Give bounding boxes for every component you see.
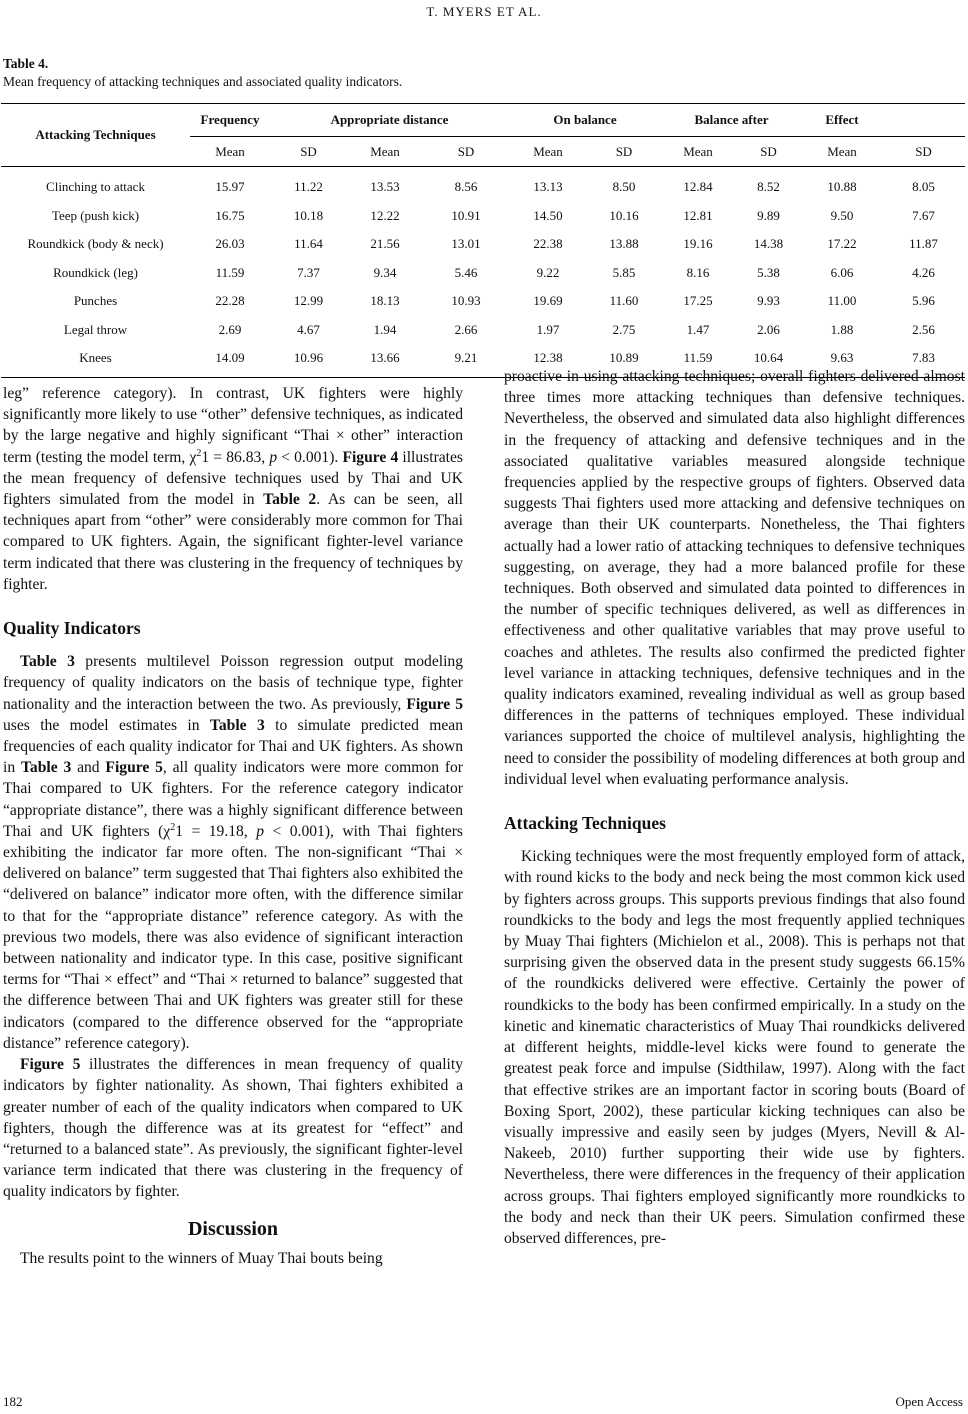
- table-cell: 12.81: [683, 207, 713, 223]
- table-cell: 13.88: [609, 236, 639, 252]
- table-cell: 8.52: [757, 179, 780, 195]
- table-cell: 10.96: [293, 350, 324, 366]
- subheader: SD: [735, 137, 802, 167]
- table-cell: 8.05: [912, 179, 935, 195]
- table-cell: 7.83: [912, 350, 935, 366]
- subheader: Mean: [661, 137, 735, 167]
- table-row: [1, 316, 965, 345]
- table-cell: 22.38: [533, 236, 563, 252]
- table-cell: 9.63: [830, 350, 854, 366]
- table-cell: 10.18: [293, 207, 324, 223]
- table-cell: 9.93: [757, 293, 780, 309]
- table-cell: 9.21: [454, 350, 478, 366]
- table-cell: 10.89: [609, 350, 639, 366]
- technique-name: Roundkick (body & neck): [27, 236, 164, 252]
- figure-ref: Figure 5: [105, 759, 163, 777]
- table-cell: 10.93: [451, 293, 481, 309]
- table-cell: 8.56: [454, 179, 478, 195]
- table-cell: 2.66: [454, 321, 478, 337]
- table-cell: 12.99: [293, 293, 324, 309]
- technique-name: Roundkick (leg): [53, 264, 138, 280]
- table-cell: 10.88: [827, 179, 857, 195]
- table-cell: 1.94: [373, 321, 397, 337]
- group-header: On balance: [553, 112, 617, 127]
- table-cell: 13.13: [533, 179, 563, 195]
- table-row: [1, 287, 965, 316]
- table-cell: 2.75: [612, 321, 636, 337]
- table-cell: 14.38: [753, 236, 784, 252]
- figure-ref: Figure 5: [20, 1056, 81, 1074]
- table-cell: 18.13: [370, 293, 400, 309]
- table-cell: 7.37: [297, 264, 320, 280]
- table-cell: 15.97: [215, 179, 245, 195]
- subheader: Mean: [347, 137, 423, 167]
- table-cell: 11.59: [215, 264, 245, 280]
- table-ref: Table 3: [209, 716, 265, 734]
- row-header: Attacking Techniques: [35, 127, 156, 142]
- table-cell: 2.06: [757, 321, 780, 337]
- publisher-label: Open Access: [895, 1394, 963, 1409]
- table-cell: 9.50: [830, 207, 854, 223]
- table-cell: 10.64: [753, 350, 784, 366]
- table-cell: 17.22: [827, 236, 857, 252]
- technique-name: Legal throw: [63, 321, 128, 337]
- table-ref: Table 3: [20, 759, 72, 777]
- table-cell: 11.64: [294, 236, 323, 252]
- subheader: Mean: [509, 137, 587, 167]
- subheader: Mean: [802, 137, 882, 167]
- table-cell: 6.06: [830, 264, 854, 280]
- paragraph: proactive in using attacking techniques; overall fighters delivered almost three times more attacking techniques than defensive techniques. Nevertheless, the observed and simulated data also highlight differences in the frequency of attacking and defensive techniques and in the associated qualitative variables measured alongside technique frequencies applied by the respective groups of fighters. Observed data suggests Thai fighters used more attacking and defensive techniques on average than their UK counterparts. Nonetheless, the Thai fighters actually had a lower ratio of attacking techniques to defensive techniques suggesting, on average, they had a more balanced profile for these techniques. Both observed and simulated data pointed to differences in the number of specific techniques delivered, as well as differences in effectiveness and other qualitative variables that may prove useful to coaches and athletes. The results also confirmed the predicted fighter level variance in attacking techniques, defensive techniques and in the quality indicators examined, revealing individual as well as group based differences in the patterns of techniques employed. These individual variances supported the choice of multilevel analysis, highlighting the need to consider the possibility of modeling differences at both group and individual level when evaluating performance analysis.: [504, 368, 965, 788]
- table-cell: 8.50: [612, 179, 636, 195]
- technique-name: Knees: [79, 350, 112, 366]
- table-cell: 4.26: [912, 264, 935, 280]
- table-cell: 16.75: [215, 207, 245, 223]
- group-header: Appropriate distance: [330, 112, 449, 127]
- group-header: Frequency: [200, 112, 260, 127]
- paragraph: Kicking techniques were the most frequently employed form of attack, with round kicks to the body and neck being the most common kick used by fighters across groups. This supports previous findings that also found roundkicks to the body and legs the most frequently applied techniques by Muay Thai fighters (Michielon et al., 2008). This is perhaps not that surprising given the observed data in the present study suggests 66.15% of the roundkicks delivered were effective. Certainly the power of roundkicks to the body has been confirmed empirically. In a study on the kinetic and kinematic characteristics of Muay Thai roundkicks delivered at different heights, middle-level kicks were found to generate the greatest peak force and impulse (Sidthilaw, 1997). Along with the fact that effective strikes are an important factor in scoring bouts (Board of Boxing Sport, 2002), these particular kicking techniques can also be visually impressive and easily seen by judges (Myers, Nevill & Al-Nakeeb, 2010) further supporting their wide use by fighters. Nevertheless, there were differences in the frequency of their application across groups. Thai fighters employed significantly more roundkicks to the body and neck than their UK peers. Simulation confirmed these observed differences, pre-: [504, 848, 965, 1247]
- table-cell: 22.28: [215, 293, 245, 309]
- attacking-techniques-table: [1, 103, 965, 378]
- technique-name: Punches: [73, 293, 118, 309]
- table-cell: 19.16: [683, 236, 713, 252]
- technique-name: Teep (push kick): [51, 207, 140, 223]
- table-cell: 5.46: [454, 264, 478, 280]
- table-cell: 14.09: [215, 350, 245, 366]
- left-column: [3, 383, 463, 1269]
- table-cell: 9.89: [757, 207, 780, 223]
- table-row: [1, 230, 965, 259]
- table-row: [1, 202, 965, 231]
- table-cell: 1.97: [536, 321, 560, 337]
- table-cell: 11.22: [294, 179, 323, 195]
- paragraph: Figure 5 illustrates the differences in mean frequency of quality indicators by fighter nationality. As shown, Thai fighters exhibited a greater number of each of the quality indicators when compared to UK fighters, though the difference was at its greatest for “effect” and “returned to a balanced state”. As previously, the significant fighter-level variance term indicated that there was clustering in the frequency of quality indicators by fighter.: [3, 1056, 463, 1201]
- page-number: 182: [3, 1394, 23, 1409]
- table-ref: Table 2: [263, 491, 317, 509]
- table-cell: 1.47: [686, 321, 710, 337]
- right-column: [504, 366, 965, 1249]
- subheader: Mean: [190, 137, 270, 167]
- table-cell: 11.59: [683, 350, 713, 366]
- table-cell: 7.67: [912, 207, 935, 223]
- table-cell: 26.03: [215, 236, 245, 252]
- paragraph: leg” reference category). In contrast, UK fighters were highly significantly more likely to use “other” defensive techniques, as indicated by the large negative and highly significant “Thai × other” interaction term (testing the model term, $\chi^21 = 86.83$, p < 0.001). Figure 4 illustrates the mean frequency of defensive techniques used by Thai and UK fighters simulated from the model in Table 2. As can be seen, all techniques apart from “other” were considerably more common for Thai compared to UK fighters. Again, the significant fighter-level variance term indicated that there was clustering in the frequency of techniques by fighter.: [3, 385, 463, 593]
- table-cell: 13.01: [451, 236, 481, 252]
- table-cell: 9.22: [536, 264, 560, 280]
- table-cell: 5.85: [612, 264, 636, 280]
- figure-ref: Figure 4: [342, 448, 399, 466]
- table-row: [1, 167, 965, 202]
- table-caption: Mean frequency of attacking techniques and associated quality indicators.: [3, 74, 403, 89]
- figure-ref: Figure 5: [406, 695, 464, 713]
- table-cell: 10.91: [451, 207, 481, 223]
- table-cell: 5.38: [757, 264, 780, 280]
- table-cell: 11.60: [609, 293, 639, 309]
- table-label: Table 4.: [3, 56, 49, 71]
- section-heading: Discussion: [187, 1217, 279, 1240]
- table-cell: 5.96: [912, 293, 935, 309]
- running-head: T. MYERS ET AL.: [426, 4, 542, 19]
- subheader: SD: [423, 137, 509, 167]
- table-cell: 8.16: [686, 264, 710, 280]
- group-header: Effect: [825, 112, 859, 127]
- table-cell: 11.87: [909, 236, 938, 252]
- table-cell: 10.16: [609, 207, 639, 223]
- paragraph: The results point to the winners of Muay Thai bouts being: [20, 1249, 383, 1267]
- table-cell: 12.38: [533, 350, 563, 366]
- subheader: SD: [882, 137, 965, 167]
- group-header: Balance after: [694, 112, 769, 127]
- table-cell: 12.22: [370, 207, 400, 223]
- table-cell: 11.00: [827, 293, 857, 309]
- technique-name: Clinching to attack: [46, 179, 145, 195]
- subheader: SD: [270, 137, 347, 167]
- table-cell: 13.66: [370, 350, 400, 366]
- subheader: SD: [587, 137, 661, 167]
- table-cell: 4.67: [297, 321, 320, 337]
- table-cell: 2.69: [218, 321, 242, 337]
- table-ref: Table 3: [20, 653, 75, 671]
- table-cell: 19.69: [533, 293, 563, 309]
- section-heading: Quality Indicators: [3, 618, 141, 639]
- table-cell: 17.25: [683, 293, 713, 309]
- table-cell: 1.88: [830, 321, 854, 337]
- paragraph: Table 3 presents multilevel Poisson regression output modeling frequency of quality indicators on the basis of technique type, fighter nationality and the interaction between the two. As previously, Figure 5 uses the model estimates in Table 3 to simulate predicted mean frequencies of each quality indicator for Thai and UK fighters. As shown in Table 3 and Figure 5, all quality indicators were more common for Thai compared to UK fighters. For the reference category indicator “appropriate distance”, there was a highly significant difference between Thai and UK fighters ($\chi^21 = 19.18$, p < 0.001), with Thai fighters exhibiting the indicator far more often. The non-significant “Thai × delivered on balance” term suggested that Thai fighters also exhibited the “delivered on balance” indicator more often, with the difference similar to that for the “appropriate distance” reference category. As with the previous two models, there was also evidence of significant interaction between nationality and indicator type. In this case, positive significant terms for “Thai × effect” and “Thai × returned to balance” suggested that the difference between Thai and UK fighters was greater still for these indicators (compared to the difference observed for the “appropriate distance” reference category).: [3, 653, 464, 1052]
- table-cell: 9.34: [373, 264, 397, 280]
- section-heading: Attacking Techniques: [504, 813, 666, 834]
- table-cell: 12.84: [683, 179, 713, 195]
- table-row: [1, 259, 965, 288]
- table-cell: 21.56: [370, 236, 400, 252]
- table-cell: 13.53: [370, 179, 400, 195]
- table-cell: 14.50: [533, 207, 563, 223]
- table-cell: 2.56: [912, 321, 935, 337]
